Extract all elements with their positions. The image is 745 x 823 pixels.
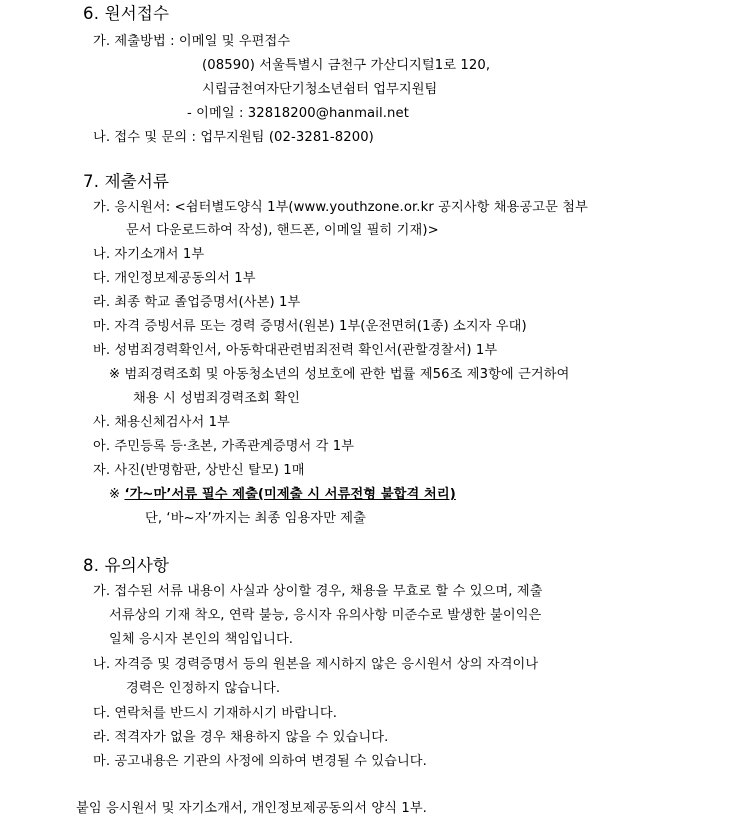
section-6-heading: 6. 원서접수 — [83, 4, 170, 23]
section-8-heading: 8. 유의사항 — [83, 556, 170, 575]
attachment-note: 붙임 응시원서 및 자기소개서, 개인정보제공동의서 양식 1부. — [76, 801, 427, 816]
caution-na-line2: 경력은 인정하지 않습니다. — [126, 681, 281, 696]
submission-method: 가. 제출방법 : 이메일 및 우편접수 — [93, 34, 291, 49]
doc-self-intro: 나. 자기소개서 1부 — [93, 247, 205, 262]
caution-na-line1: 나. 자격증 및 경력증명서 등의 원본을 제시하지 않은 응시원서 상의 자격이나 — [93, 657, 539, 672]
caution-no-qualified: 라. 적격자가 없을 경우 채용하지 않을 수 있습니다. — [93, 730, 389, 745]
note-crime-record-line1: ※ 범죄경력조회 및 아동청소년의 성보호에 관한 법률 제56조 제3항에 근거하여 — [109, 367, 570, 382]
doc-graduation-cert: 라. 최종 학교 졸업증명서(사본) 1부 — [93, 295, 301, 310]
note-mark: ※ — [109, 487, 121, 502]
inquiry-contact: 나. 접수 및 문의 : 업무지원팀 (02-3281-8200) — [93, 130, 374, 145]
caution-ga-line2: 서류상의 기재 착오, 연락 불능, 응시자 유의사항 미준수로 발생한 불이익은 — [109, 608, 542, 623]
postal-address-line1: (08590) 서울특별시 금천구 가산디지털1로 120, — [202, 58, 491, 73]
required-docs-emphasis: ‘가~마’서류 필수 제출(미제출 시 서류전형 불합격 처리) — [124, 487, 456, 502]
doc-application-line1: 가. 응시원서: <쉼터별도양식 1부(www.youthzone.or.kr 공지사항 채용공고문 첨부 — [93, 200, 588, 215]
doc-qualification-cert: 마. 자격 증빙서류 또는 경력 증명서(원본) 1부(운전면허(1종) 소지자 우대) — [93, 319, 527, 334]
caution-ga-line1: 가. 접수된 서류 내용이 사실과 상이할 경우, 채용을 무효로 할 수 있으며, 제출 — [93, 584, 543, 599]
section-7-heading: 7. 제출서류 — [83, 172, 170, 191]
doc-privacy-consent: 다. 개인정보제공동의서 1부 — [93, 271, 256, 286]
caution-notice-change: 마. 공고내용은 기관의 사정에 의하여 변경될 수 있습니다. — [93, 754, 427, 769]
doc-photo: 자. 사진(반명함판, 상반신 탈모) 1매 — [93, 463, 305, 478]
email-address: - 이메일 : 32818200@hanmail.net — [187, 106, 409, 121]
postal-address-line2: 시립금천여자단기청소년쉼터 업무지원팀 — [202, 82, 438, 97]
caution-contact: 다. 연락처를 반드시 기재하시기 바랍니다. — [93, 706, 338, 721]
doc-application-line2: 문서 다운로드하여 작성), 핸드폰, 이메일 필히 기재)> — [126, 223, 439, 238]
note-crime-record-line2: 채용 시 성범죄경력조회 확인 — [133, 391, 300, 406]
note-final-appointee: 단, ‘바~자’까지는 최종 임용자만 제출 — [145, 511, 366, 526]
doc-resident-registration: 아. 주민등록 등·초본, 가족관계증명서 각 1부 — [93, 439, 355, 454]
doc-crime-record-check: 바. 성범죄경력확인서, 아동학대관련범죄전력 확인서(관할경찰서) 1부 — [93, 343, 498, 358]
doc-health-check: 사. 채용신체검사서 1부 — [93, 415, 230, 430]
note-required-docs — [109, 486, 456, 504]
caution-ga-line3: 일체 응시자 본인의 책임입니다. — [109, 632, 294, 647]
